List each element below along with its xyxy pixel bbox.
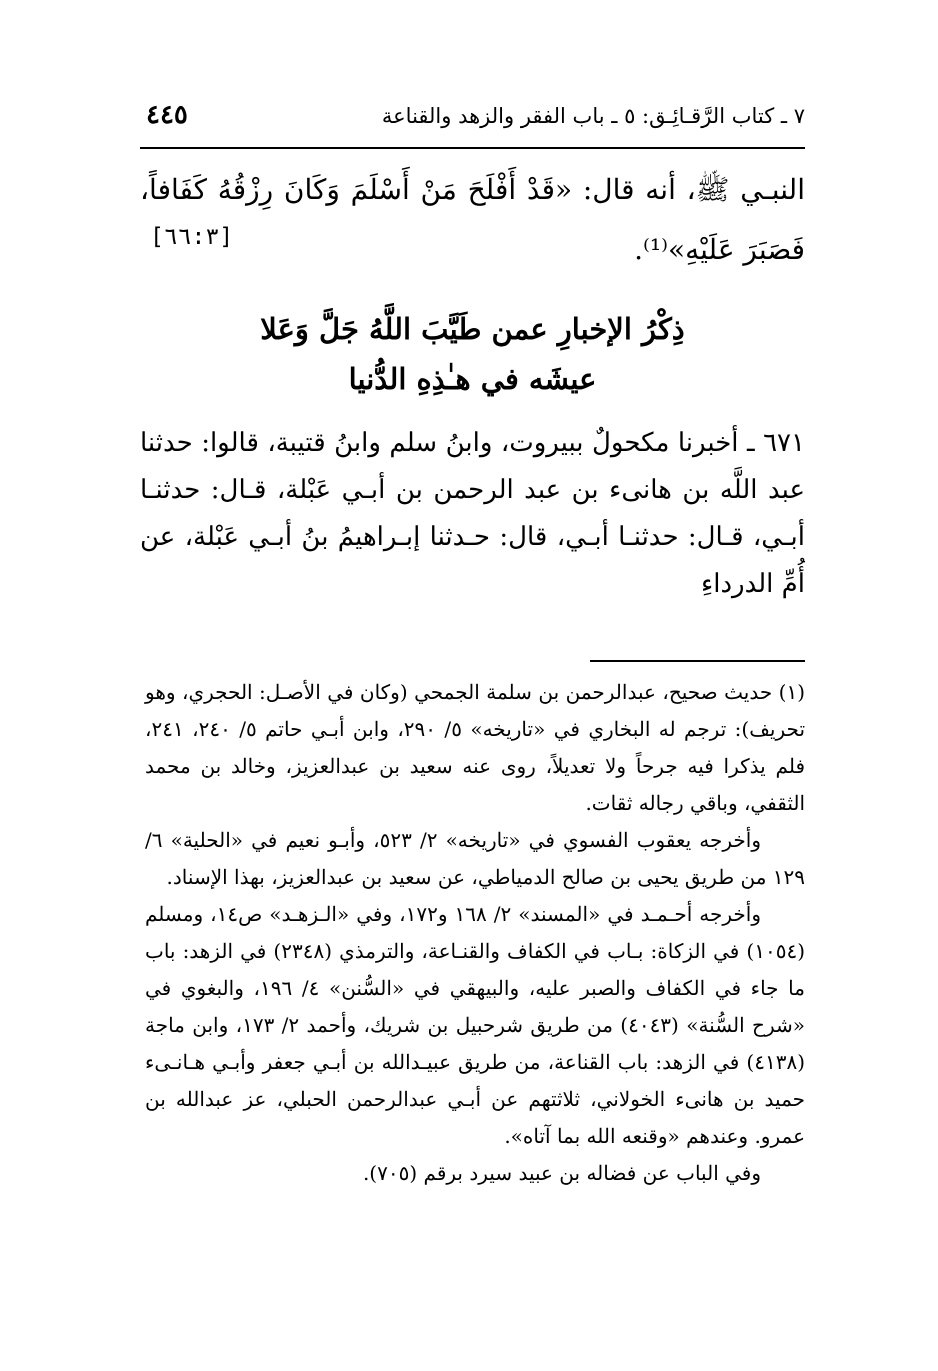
footnote-paragraph: وأخرجه يعقوب الفسوي في «تاريخه» ٢/ ٥٢٣، وأبـو نعيم في «الحلية» ٦/ ١٢٩ من طريق يحيى بن صالح الدمياطي، عن سعيد بن عبدالعزيز، بهذا الإسناد. <box>145 828 805 889</box>
section-title-line1: ذِكْرُ الإخبارِ عمن طَيَّبَ اللَّهُ جَلَّ وَعَلا <box>260 312 685 346</box>
section-title-line2: عيشَه في هـٰذِهِ الدُّنيا <box>348 362 597 396</box>
footnote-paragraph: وفي الباب عن فضاله بن عبيد سيرد برقم (٧٠٥). <box>362 1161 761 1185</box>
footnote-divider <box>590 660 805 662</box>
hadith-continuation-text: النبـي ﷺ، أنه قال: «قَدْ أَفْلَحَ مَنْ أَسْلَمَ وَكَانَ رِزْقُهُ كَفَافاً، فَصَبَرَ عَلَيْهِ»⁽¹⁾. <box>140 173 805 266</box>
page-header <box>140 98 805 142</box>
footnote-paragraph: وأخرجه أحـمـد في «المسند» ٢/ ١٦٨ و١٧٢، وفي «الـزهـد» ص١٤، ومسلم (١٠٥٤) في الزكاة: بـاب في الكفاف والقنـاعة، والترمذي (٢٣٤٨) في الزهد: باب ما جاء في الكفاف والصبر عليه، والبيهقي في «السُّنن» ٤/ ١٩٦، والبغوي في «شرح السُّنة» (٤٠٤٣) من طريق شرحبيل بن شريك، وأحمد ٢/ ١٧٣، وابن ماجة (٤١٣٨) في الزهد: باب القناعة، من طريق عبيـدالله بن أبـي جعفر وأبـي هـانـىء حميد بن هانىء الخولاني، ثلاثتهم عن أبـي عبدالرحمن الحبلي، عز عبدالله بن عمرو. وعندهم «وقنعه الله بما آتاه». <box>145 902 806 1148</box>
footnote-paragraph: (١) حديث صحيح، عبدالرحمن بن سلمة الجمحي (وكان في الأصـل: الحجري، وهو تحريف): ترجم له البخاري في «تاريخه» ٥/ ٢٩٠، وابن أبـي حاتم ٥/ ٢٤٠، ٢٤١، فلم يذكرا فيه جرحاً ولا تعديلاً، روى عنه سعيد بن عبدالعزيز، وخالد بن محمد الثقفي، وباقي رجاله ثقات. <box>145 680 806 815</box>
header-divider <box>140 147 805 149</box>
hadith-671-text: ٦٧١ ـ أخبرنا مكحولٌ ببيروت، وابنُ سلم وابنُ قتيبة، قالوا: حدثنا عبد اللَّه بن هانىء بن عبد الرحمن بن أبـي عَبْلة، قـال: حدثنـا أبـي، قـال: حدثنـا أبـي، قال: حـدثنا إبـراهيمُ بنُ أبـي عَبْلة، عن أُمِّ الدرداءِ <box>140 428 805 599</box>
running-title: ٧ ـ كتاب الرَّقـائِـق: ٥ ـ باب الفقر والزهد والقناعة <box>381 104 805 128</box>
page-number: ٤٤٥ <box>146 100 188 130</box>
hadith-reference: [٦٦:٣] <box>150 224 234 250</box>
footnotes <box>145 674 805 1192</box>
